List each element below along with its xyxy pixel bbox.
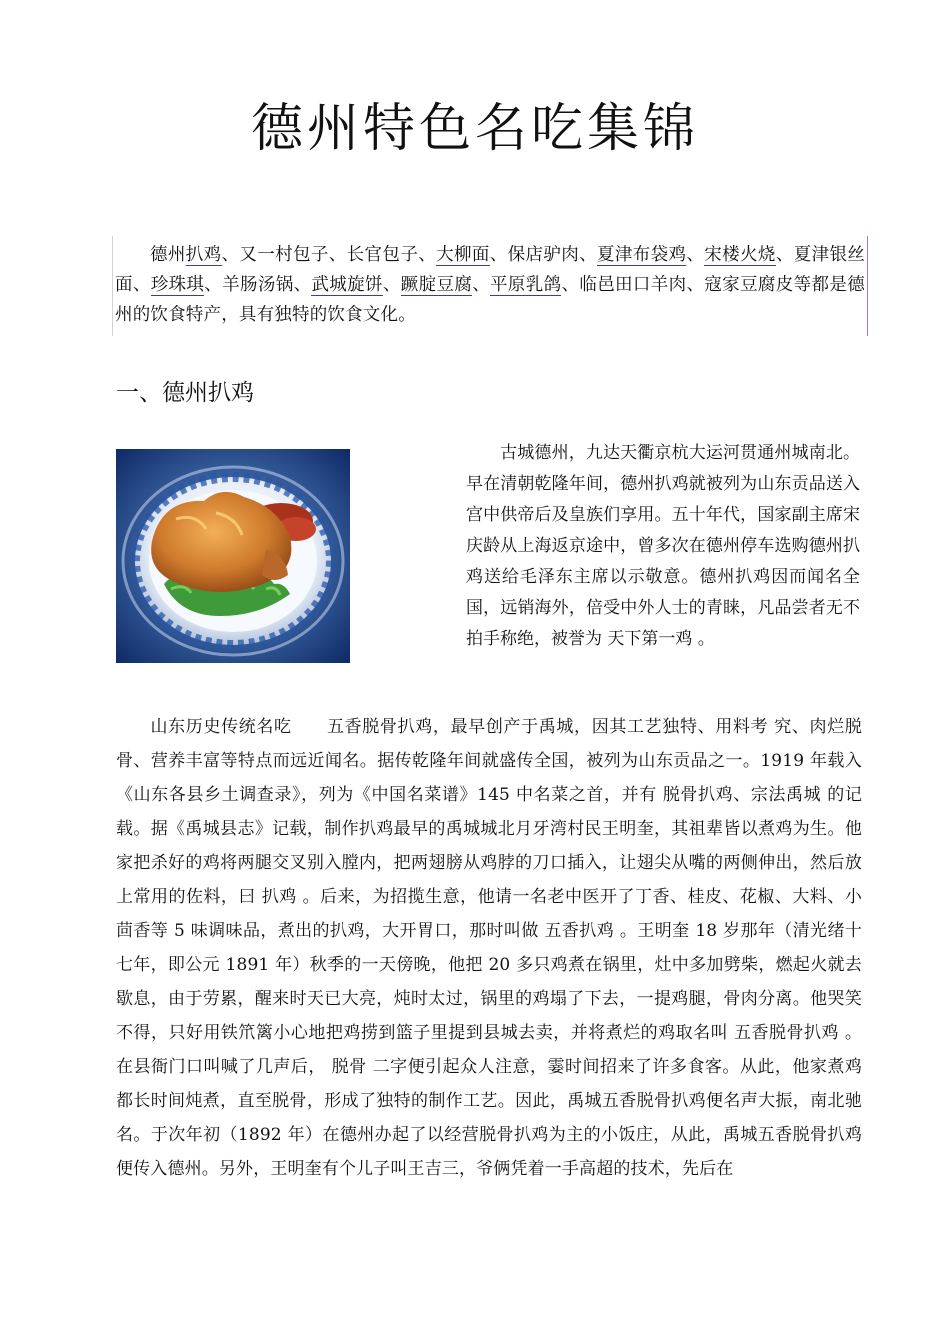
intro-text: 、夏津银丝面、: [115, 245, 866, 295]
link-xiajin-budaiji[interactable]: 夏津布袋鸡: [597, 245, 687, 265]
intro-text: 、保店驴肉、: [489, 245, 597, 265]
link-songlou-huoshao[interactable]: 宋楼火烧: [704, 245, 776, 265]
intro-text: 、又一村包子、长官包子、: [221, 245, 437, 265]
section-body-paragraph: [116, 710, 862, 1186]
link-bazhi[interactable]: 扒鸡: [185, 245, 222, 265]
page-title: 德州特色名吃集锦: [250, 99, 699, 159]
intro-text: 、羊肠汤锅、: [204, 275, 312, 295]
section-intro-paragraph: [466, 438, 860, 655]
intro-box: [112, 236, 868, 336]
link-jueding-doufu[interactable]: 蹶腚豆腐: [400, 275, 473, 295]
intro-paragraph: [115, 240, 865, 330]
link-zhenzhuqi[interactable]: 珍珠琪: [150, 275, 205, 295]
intro-text: 、: [472, 275, 491, 295]
braised-chicken-photo: [116, 449, 350, 663]
chicken-dish-image: [116, 449, 350, 663]
section-heading: 一、德州扒鸡: [116, 380, 254, 406]
intro-text: 、临邑田口羊肉、寇家豆腐皮等都是德州的饮食特产，具有独特的饮食文化。: [115, 275, 865, 325]
intro-text: 、: [686, 245, 705, 265]
intro-text: 德州: [150, 245, 186, 265]
link-pingyuan-ruge[interactable]: 平原乳鸽: [490, 275, 562, 295]
link-wucheng-xuanbing[interactable]: 武城旋饼: [311, 275, 383, 295]
intro-text: 、: [382, 275, 401, 295]
link-daliumian[interactable]: 大柳面: [436, 245, 490, 265]
section-intro-text: 古城德州，九达天衢京杭大运河贯通州城南北。早在清朝乾隆年间，德州扒鸡就被列为山东贡品送入宫中供帝后及皇族们享用。五十年代，国家副主席宋庆龄从上海返京途中，曾多次在德州停车选购德州扒鸡送给毛泽东主席以示敬意。德州扒鸡因而闻名全国，远销海外，倍受中外人士的青睐，凡品尝者无不拍手称绝，被誉为 天下第一鸡 。: [466, 443, 860, 649]
section-body-text: 山东历史传统名吃 五香脱骨扒鸡，最早创产于禹城，因其工艺独特、用料考 究、肉烂脱骨、营养丰富等特点而远近闻名。据传乾隆年间就盛传全国，被列为山东贡品之一。1919 年载入《山东各县乡土调查录》，列为《中国名菜谱》145 中名菜之首，并有 脱骨扒鸡、宗法禹城 的记载。据《禹城县志》记载，制作扒鸡最早的禹城城北月牙湾村民王明奎，其祖辈皆以煮鸡为生。他家把杀好的鸡将两腿交叉别入膛内，把两翅膀从鸡脖的刀口插入，让翅尖从嘴的两侧伸出，然后放上常用的佐料，曰 扒鸡 。后来，为招揽生意，他请一名老中医开了丁香、桂皮、花椒、大料、小茴香等 5 味调味品，煮出的扒鸡，大开胃口，那时叫做 五香扒鸡 。王明奎 18 岁那年（清光绪十七年，即公元 1891 年）秋季的一天傍晚，他把 20 多只鸡煮在锅里，灶中多加劈柴，燃起火就去歇息，由于劳累，醒来时天已大亮，炖时太过，锅里的鸡塌了下去，一提鸡腿，骨肉分离。他哭笑不得，只好用铁笊篱小心地把鸡捞到篮子里提到县城去卖，并将煮烂的鸡取名叫 五香脱骨扒鸡 。在县衙门口叫喊了几声后， 脱骨 二字便引起众人注意，霎时间招来了许多食客。从此，他家煮鸡都长时间炖煮，直至脱骨，形成了独特的制作工艺。因此，禹城五香脱骨扒鸡便名声大振，南北驰名。于次年初（1892 年）在德州办起了以经营脱骨扒鸡为主的小饭庄，从此，禹城五香脱骨扒鸡便传入德州。另外，王明奎有个儿子叫王吉三，爷俩凭着一手高超的技术，先后在: [116, 717, 862, 1179]
